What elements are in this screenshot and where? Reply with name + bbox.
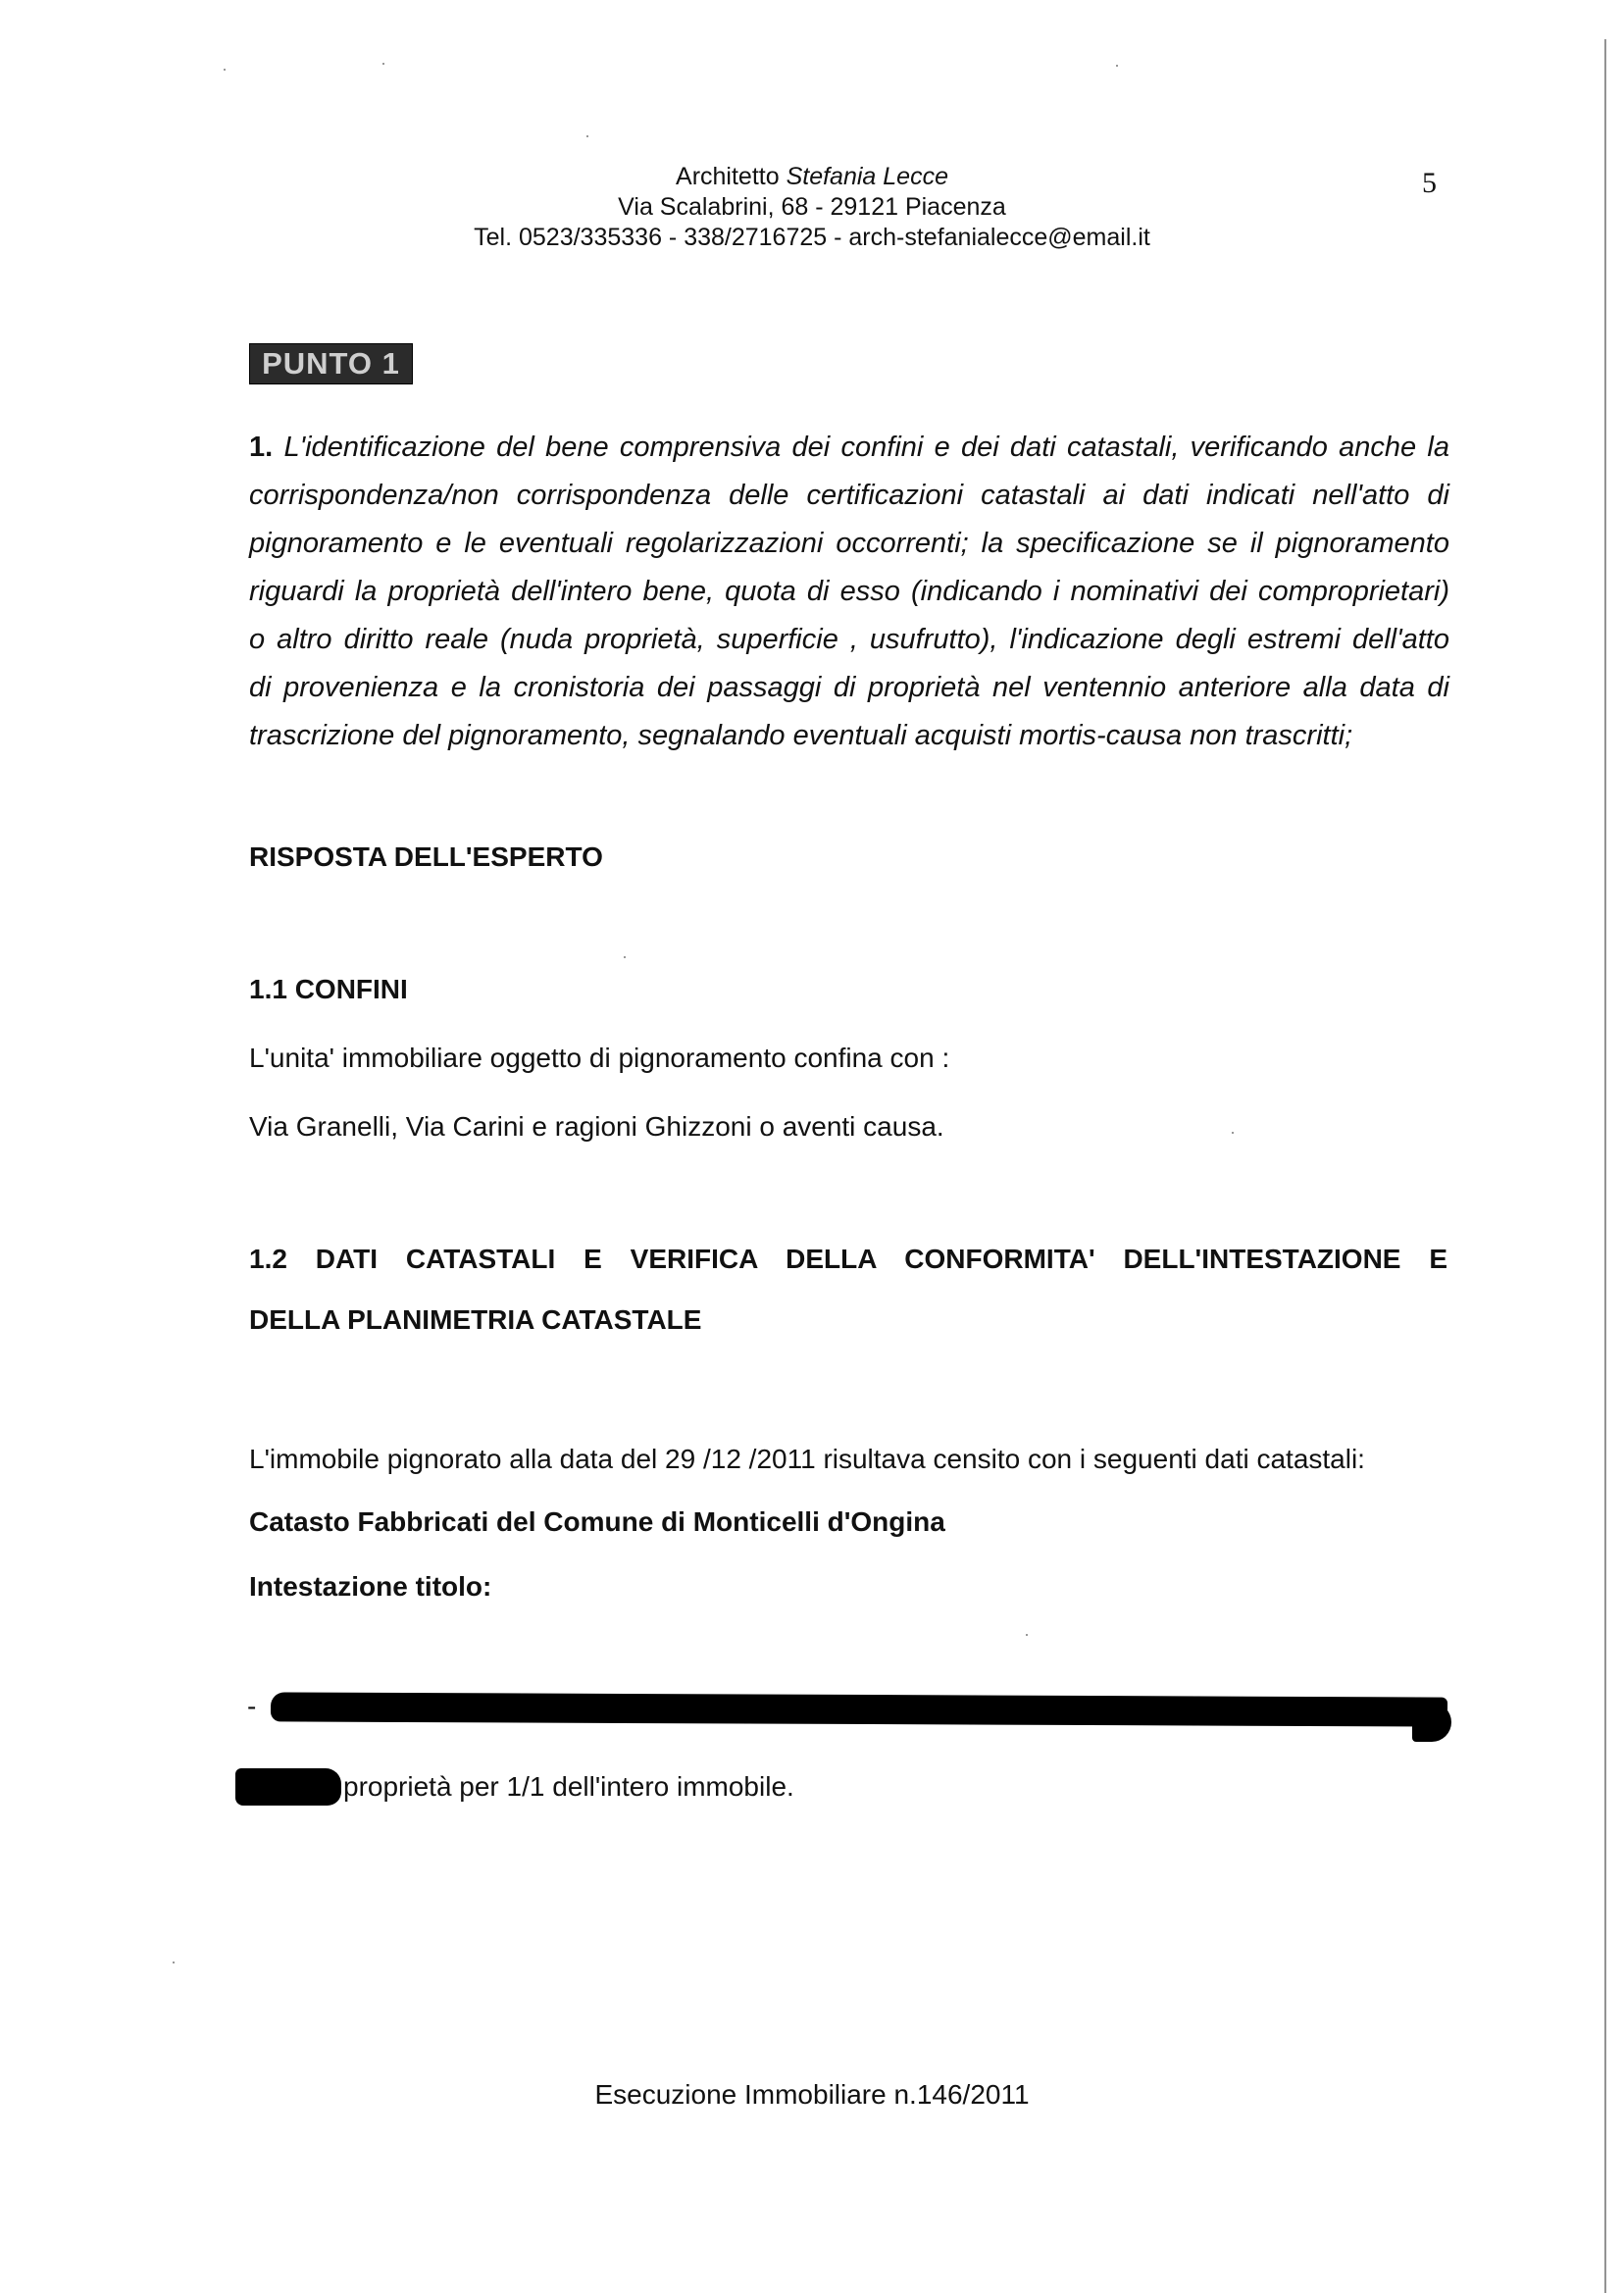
scan-speck [1232,1132,1234,1134]
redaction-block [235,1768,341,1806]
punto-stamp: PUNTO 1 [249,343,413,384]
dati-heading-line2: DELLA PLANIMETRIA CATASTALE [249,1304,702,1335]
scan-speck [586,135,588,137]
confini-text: L'unita' immobiliare oggetto di pignoramento confina con : [249,1043,950,1073]
question-line: riguardi la proprietà dell'intero bene, quota di esso (indicando i nominativi dei comproprietari) [249,576,1449,607]
scan-edge-line [1604,39,1606,2293]
confini-heading: 1.1 CONFINI [249,974,408,1004]
header-contacts: Tel. 0523/335336 - 338/2716725 - arch-stefanialecce@email.it [474,224,1150,251]
question-line: corrispondenza/non corrispondenza delle certificazioni catastali ai dati indicati nell'atto di [249,480,1449,511]
header-address: Via Scalabrini, 68 - 29121 Piacenza [618,193,1006,221]
risposta-heading: RISPOSTA DELL'ESPERTO [249,841,603,872]
header-architect [0,163,1624,190]
dati-intro: L'immobile pignorato alla data del 29 /12 /2011 risultava censito con i seguenti dati catastali: [249,1444,1365,1474]
header-architect-name: Stefania Lecce [786,163,948,190]
scan-speck [224,69,226,71]
question-line: L'identificazione del bene comprensiva dei confini e dei dati catastali, verificando anche la [283,432,1449,463]
page-number: 5 [1422,167,1437,199]
scan-speck [1116,65,1118,67]
footer-esecuzione: Esecuzione Immobiliare n.146/2011 [594,2079,1030,2110]
question-line: pignoramento e le eventuali regolarizzazioni occorrenti; la specificazione se il pignoramento [249,528,1449,559]
confini-boundaries: Via Granelli, Via Carini e ragioni Ghizzoni o aventi causa. [249,1111,944,1142]
header-title: Architetto [676,163,787,190]
question-line: o altro diritto reale (nuda proprietà, superficie , usufrutto), l'indicazione degli estremi dell'atto [249,624,1449,655]
question-paragraph [249,424,1449,760]
proprieta-text: proprietà per 1/1 dell'intero immobile. [343,1771,794,1802]
question-line: trascrizione del pignoramento, segnalando eventuali acquisti mortis-causa non trascritti; [249,720,1353,751]
intestazione-dash: - [247,1691,257,1721]
redaction-bar [271,1692,1447,1726]
redaction-bar-tail [1412,1703,1451,1742]
dati-heading-line1: 1.2 DATI CATASTALI E VERIFICA DELLA CONFORMITA' DELL'INTESTAZIONE E [249,1244,1447,1274]
scan-speck [382,63,384,65]
intestazione-label: Intestazione titolo: [249,1571,492,1602]
catasto-label: Catasto Fabbricati del Comune di Monticelli d'Ongina [249,1506,945,1537]
scan-speck [624,956,626,958]
scan-speck [1026,1634,1028,1636]
question-number: 1. [249,432,274,463]
question-line: di provenienza e la cronistoria dei passaggi di proprietà nel ventennio anteriore alla data di [249,672,1449,703]
scan-speck [173,1962,175,1963]
